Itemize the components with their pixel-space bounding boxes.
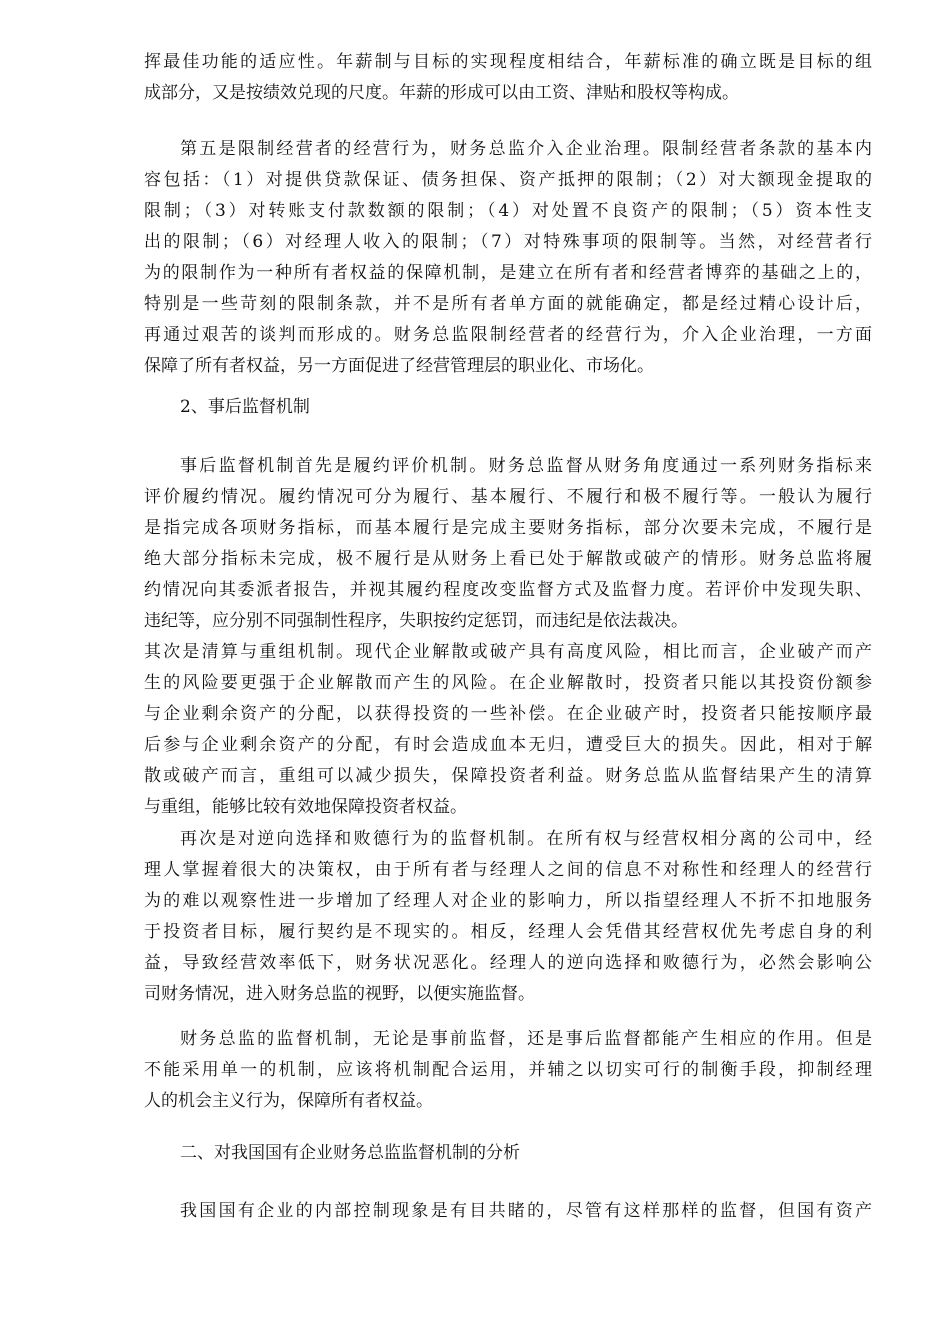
text-line: 容包括：（1）对提供贷款保证、债务担保、资产抵押的限制；（2）对大额现金提取的 bbox=[144, 170, 872, 190]
section-heading-analysis bbox=[144, 1138, 872, 1169]
heading-line: 二、对我国国有企业财务总监监督机制的分析 bbox=[180, 1143, 520, 1163]
text-line: 为的难以观察性进一步增加了经理人对企业的影响力，所以指望经理人不折不扣地服务 bbox=[144, 891, 872, 911]
text-line: 生的风险要更强于企业解散而产生的风险。在企业解散时，投资者只能以其投资份额参 bbox=[144, 673, 872, 693]
text-line: 理人掌握着很大的决策权，由于所有者与经理人之间的信息不对称性和经理人的经营行 bbox=[144, 860, 872, 880]
text-line: 财务总监的监督机制，无论是事前监督，还是事后监督都能产生相应的作用。但是 bbox=[180, 1029, 872, 1049]
section-heading-post-supervision bbox=[144, 392, 872, 423]
text-line: 为的限制作为一种所有者权益的保障机制，是建立在所有者和经营者博弈的基础之上的， bbox=[144, 263, 872, 283]
text-line: 是指完成各项财务指标，而基本履行是完成主要财务指标，部分次要未完成，不履行是 bbox=[144, 518, 872, 538]
paragraph-adverse-selection bbox=[144, 824, 872, 1010]
text-line: 于投资者目标，履行契约是不现实的。相反，经理人会凭借其经营权优先考虑自身的利 bbox=[144, 922, 872, 942]
text-line: 不能采用单一的机制，应该将机制配合运用，并辅之以切实可行的制衡手段，抑制经理 bbox=[144, 1060, 872, 1080]
text-line: 其次是清算与重组机制。现代企业解散或破产具有高度风险，相比而言，企业破产而产 bbox=[144, 642, 872, 662]
text-line: 约情况向其委派者报告，并视其履约程度改变监督方式及监督力度。若评价中发现失职、 bbox=[144, 580, 872, 600]
text-line: 与重组，能够比较有效地保障投资者权益。 bbox=[144, 797, 467, 817]
paragraph-internal-control bbox=[144, 1196, 872, 1227]
text-line: 人的机会主义行为，保障所有者权益。 bbox=[144, 1091, 433, 1111]
text-line: 成部分，又是按绩效兑现的尺度。年薪的形成可以由工资、津贴和股权等构成。 bbox=[144, 83, 739, 103]
paragraph-annual-salary bbox=[144, 47, 872, 109]
text-line: 挥最佳功能的适应性。年薪制与目标的实现程度相结合，年薪标准的确立既是目标的组 bbox=[144, 52, 872, 72]
text-line: 散或破产而言，重组可以减少损失，保障投资者利益。财务总监从监督结果产生的清算 bbox=[144, 766, 872, 786]
text-line: 限制；（3）对转账支付款数额的限制；（4）对处置不良资产的限制；（5）资本性支 bbox=[144, 201, 872, 221]
text-line: 再次是对逆向选择和败德行为的监督机制。在所有权与经营权相分离的公司中，经 bbox=[180, 829, 872, 849]
text-line: 出的限制；（6）对经理人收入的限制；（7）对特殊事项的限制等。当然，对经营者行 bbox=[144, 232, 872, 252]
text-line: 事后监督机制首先是履约评价机制。财务总监督从财务角度通过一系列财务指标来 bbox=[180, 456, 872, 476]
text-line: 再通过艰苦的谈判而形成的。财务总监限制经营者的经营行为，介入企业治理，一方面 bbox=[144, 325, 872, 345]
text-line: 与企业剩余资产的分配，以获得投资的一些补偿。在企业破产时，投资者只能按顺序最 bbox=[144, 704, 872, 724]
text-line: 特别是一些苛刻的限制条款，并不是所有者单方面的就能确定，都是经过精心设计后， bbox=[144, 294, 872, 314]
text-line: 后参与企业剩余资产的分配，有时会造成血本无归，遭受巨大的损失。因此，相对于解 bbox=[144, 735, 872, 755]
paragraph-supervision-summary bbox=[144, 1024, 872, 1117]
paragraph-post-supervision bbox=[144, 451, 872, 823]
paragraph-limit-operators bbox=[144, 134, 872, 382]
heading-line: 2、事后监督机制 bbox=[180, 397, 310, 417]
text-line: 违纪等，应分别不同强制性程序，失职按约定惩罚，而违纪是依法裁决。 bbox=[144, 611, 688, 631]
text-line: 益，导致经营效率低下，财务状况恶化。经理人的逆向选择和败德行为，必然会影响公 bbox=[144, 953, 872, 973]
text-line: 我国国有企业的内部控制现象是有目共睹的，尽管有这样那样的监督，但国有资产 bbox=[180, 1201, 872, 1221]
text-line: 绝大部分指标未完成，极不履行是从财务上看已处于解散或破产的情形。财务总监将履 bbox=[144, 549, 872, 569]
text-line: 保障了所有者权益，另一方面促进了经营管理层的职业化、市场化。 bbox=[144, 356, 654, 376]
text-line: 评价履约情况。履约情况可分为履行、基本履行、不履行和极不履行等。一般认为履行 bbox=[144, 487, 872, 507]
text-line: 第五是限制经营者的经营行为，财务总监介入企业治理。限制经营者条款的基本内 bbox=[180, 139, 872, 159]
text-line: 司财务情况，进入财务总监的视野，以便实施监督。 bbox=[144, 984, 535, 1004]
